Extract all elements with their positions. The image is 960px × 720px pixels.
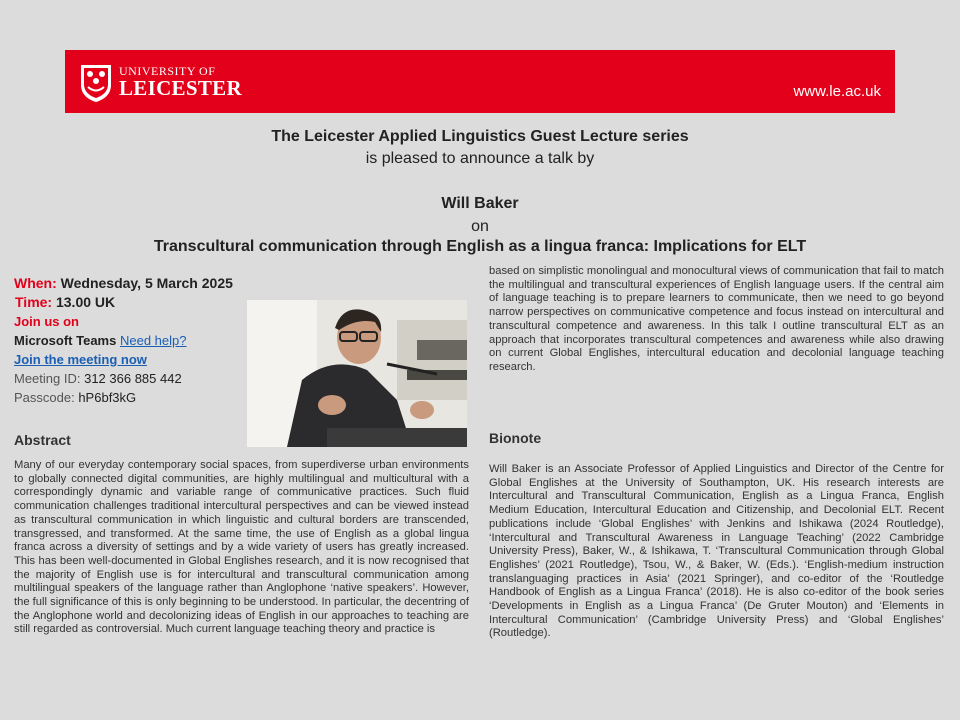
time-value: 13.00 UK xyxy=(52,294,116,310)
bionote-text: Will Baker is an Associate Professor of Applied Linguistics and Director of the Centre for Global Englishes at the University of Southampton, UK. His research interests are Intercultural and Transcultural Communication, English as a Lingua Franca, English Medium Education, Intercultural Education and Citizenship, and Decolonial ELT. Recent publications include ‘Global Englishes’ with Jenkins and Ishikawa (2024 Routledge), ‘Intercultural and Transcultural Awareness in Language Teaching’ (2022 Cambridge University Press), Baker, W., & Ishikawa, T. ‘Transcultural Communication through Global Englishes’ (2021 Routledge), Tsou, W., & Baker, W. (Eds.). ‘English-medium instruction translanguaging practices in Asia’ (2021 Springer), and co-editor of the ‘Routledge Handbook of English as a Lingua Franca’ (2018). He is also co-editor of the book series ‘Developments in English as a Lingua Franca’ (De Gruter Mouton) and ‘Elements in Intercultural Communication’ (Cambridge University Press) and ‘Global Englishes’ (Routledge). xyxy=(489,463,944,640)
abstract-text: Many of our everyday contemporary social spaces, from superdiverse urban environments to globally connected digital communities, are highly multilingual and multicultural with a correspondingly dynamic and variable range of communicative practices. Such fluid communication challenges traditional intercultural perspectives and can be viewed instead as transcultural communication in which linguistic and cultural borders are transcended, transgressed, and transformed. At the same time, the use of English as a global lingua franca across a diversity of settings and by a wide variety of users has greatly increased. This has been well-documented in Global Englishes research, and it is now recognised that the majority of English use is for intercultural and transcultural communication among multilingual speakers of the language rather than Anglophone ‘native speakers’. However, the full significance of this is only beginning to be understood. In particular, the decentring of the Anglophone world and decolonizing ideas of English in our approaches to teaching are still regarded as controversial. Much current language teaching theory and practice is xyxy=(14,459,469,636)
announcement-intro: is pleased to announce a talk by xyxy=(365,150,595,167)
bionote-heading: Bionote xyxy=(489,430,542,446)
time-label: Time: xyxy=(15,294,53,310)
abstract-heading: Abstract xyxy=(14,432,71,448)
when-value: Wednesday, 5 March 2025 xyxy=(56,275,233,291)
event-date xyxy=(14,275,233,291)
teams-line xyxy=(14,333,186,348)
when-label: When: xyxy=(14,275,57,291)
join-meeting-line xyxy=(14,352,147,367)
passcode xyxy=(14,390,136,405)
speaker-photo xyxy=(247,300,467,447)
website-url[interactable]: www.le.ac.uk xyxy=(793,83,881,100)
need-help-link[interactable]: Need help? xyxy=(119,333,187,348)
event-time xyxy=(15,294,115,310)
university-crest-icon xyxy=(79,63,113,103)
meeting-id xyxy=(14,371,182,386)
join-us-label: Join us on xyxy=(14,314,79,329)
abstract-text-continued: based on simplistic monolingual and monocultural views of communication that fail to match the multilingual and transcultural experiences of English language users. If the central aim of language teaching is to prepare learners to communicate, then we need to go beyond narrow perspectives on communicative competence and focus instead on intercultural and transcultural competence and awareness. In this talk I outline transcultural ELT as an approach that incorporates transcultural competences and awareness while also drawing on current Global Englishes, intercultural education and decolonial language teaching research. xyxy=(489,265,944,373)
meeting-id-value: 312 366 885 442 xyxy=(84,371,182,386)
logo-line-2: LEICESTER xyxy=(119,76,242,100)
platform-name: Microsoft Teams xyxy=(14,333,117,348)
speaker-name: Will Baker xyxy=(441,195,519,212)
passcode-value: hP6bf3kG xyxy=(78,390,137,405)
university-logo-text xyxy=(119,65,242,99)
university-banner xyxy=(65,50,895,113)
join-meeting-link[interactable]: Join the meeting now xyxy=(14,352,147,367)
passcode-label: Passcode: xyxy=(14,390,79,405)
talk-title: Transcultural communication through English as a lingua franca: Implications for ELT xyxy=(153,238,807,255)
logo-line-1: UNIVERSITY OF xyxy=(119,64,216,78)
meeting-id-label: Meeting ID: xyxy=(14,371,85,386)
lecture-series-title: The Leicester Applied Linguistics Guest Lecture series xyxy=(271,128,689,145)
on-text: on xyxy=(471,218,489,235)
